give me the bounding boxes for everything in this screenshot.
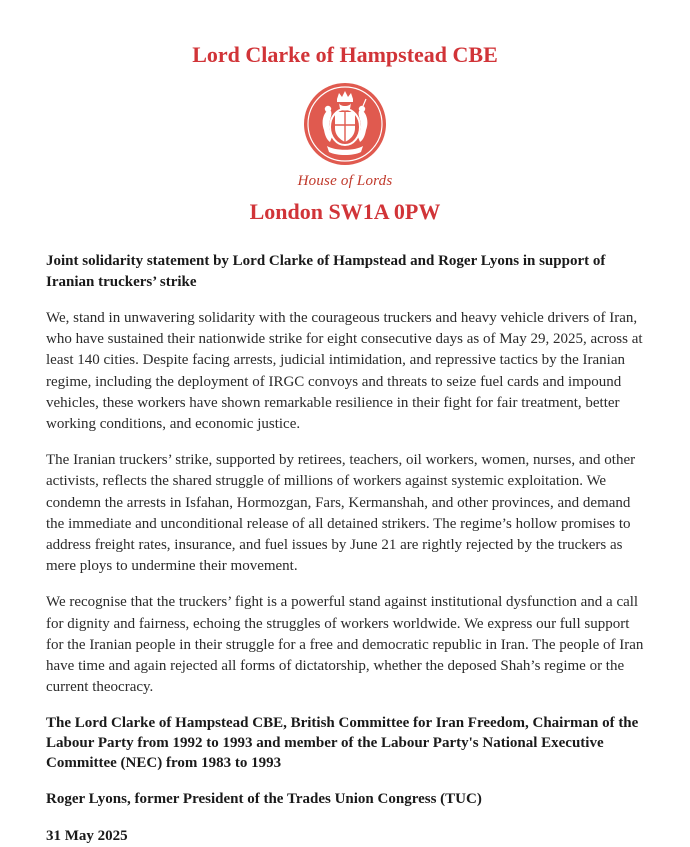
statement-paragraph-1: We, stand in unwavering solidarity with the courageous truckers and heavy vehicle drivers of Iran, who have sustained their nationwide strike for eight consecutive days as of May 29, 2025, across at least 140 cities. Despite facing arrests, judicial intimidation, and repressive tactics by the Iranian regime, including the deployment of IRGC convoys and threats to seize fuel cards and impound vehicles, these workers have shown remarkable resilience in their fight for fair treatment, better working conditions, and economic justice. (46, 310, 643, 433)
signatory-lord-clarke: The Lord Clarke of Hampstead CBE, British Committee for Iran Freedom, Chairman of the Labour Party from 1992 to 1993 and member of the Labour Party's National Executive Committee (NEC) from 1983 to 1993 (46, 715, 639, 772)
house-label: House of Lords (297, 173, 393, 189)
statement-paragraph-2: The Iranian truckers’ strike, supported by retirees, teachers, oil workers, women, nurses, and other activists, reflects the shared struggle of millions of workers against systemic exploitation. We condemn the arrests in Isfahan, Hormozgan, Fars, Kermanshah, and other provinces, and demand the immediate and unconditional release of all detained strikers. The regime’s hollow promises to address freight rates, insurance, and fuel issues by June 21 are rightly rejected by the truckers as mere ploys to undermine their movement. (46, 452, 636, 575)
royal-coat-of-arms-icon (303, 82, 387, 166)
statement-paragraph-3: We recognise that the truckers’ fight is a powerful stand against institutional dysfunction and a call for dignity and fairness, echoing the struggles of workers worldwide. We express our full support for the Iranian people in their struggle for a free and democratic republic in Iran. The people of Iran have time and again rejected all forms of dictatorship, whether the deposed Shah’s regime or the current theocracy. (46, 594, 644, 696)
statement-heading: Joint solidarity statement by Lord Clarke of Hampstead and Roger Lyons in support of Iranian truckers’ strike (46, 253, 606, 290)
signatory-roger-lyons: Roger Lyons, former President of the Trades Union Congress (TUC) (46, 791, 482, 808)
letterhead-address: London SW1A 0PW (249, 199, 441, 224)
letterhead (46, 0, 644, 226)
statement-date: 31 May 2025 (46, 828, 128, 845)
letterhead-name: Lord Clarke of Hampstead CBE (192, 42, 498, 67)
